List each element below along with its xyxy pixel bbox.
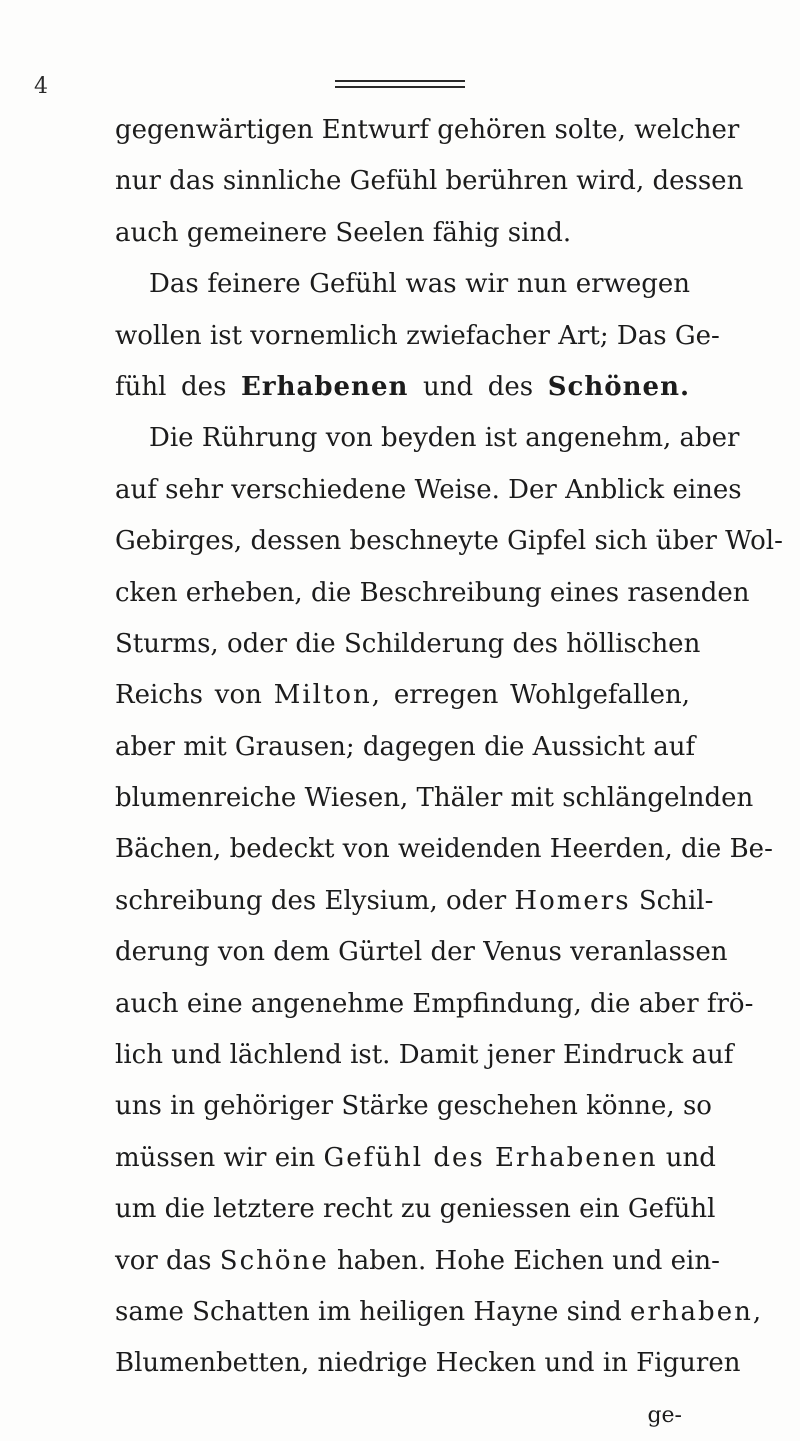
page-number: 4 bbox=[34, 74, 48, 99]
header-rule-bottom bbox=[335, 86, 465, 88]
text-line: Bächen, bedeckt von weidenden Heerden, die Be- bbox=[115, 834, 773, 865]
text-line bbox=[115, 362, 690, 413]
text-line: um die letztere recht zu geniessen ein Gefühl bbox=[115, 1194, 716, 1225]
text-run: fühl des bbox=[115, 371, 227, 402]
text-line: gegenwärtigen Entwurf gehören solte, welcher bbox=[115, 115, 740, 145]
text-line: lich und lächlend ist. Damit jener Eindruck auf bbox=[115, 1040, 734, 1071]
text-line: blumenreiche Wiesen, Thäler mit schlängelnden bbox=[115, 783, 754, 814]
text-run: schreibung des Elysium, oder bbox=[115, 885, 507, 916]
text-line bbox=[115, 1236, 720, 1287]
header-rule-top bbox=[335, 80, 465, 82]
text-run: haben. Hohe Eichen und ein- bbox=[336, 1245, 720, 1276]
text-line: cken erheben, die Beschreibung eines rasenden bbox=[115, 577, 750, 608]
emphasis-milton: Milton, bbox=[273, 680, 383, 711]
text-run: vor das bbox=[115, 1245, 212, 1276]
emphasis-erhaben: erhaben, bbox=[630, 1296, 764, 1327]
text-line: nur das sinnliche Gefühl berühren wird, dessen bbox=[115, 166, 744, 197]
text-line: aber mit Grausen; dagegen die Aussicht auf bbox=[115, 731, 696, 762]
text-line: wollen ist vornemlich zwiefacher Art; Das Ge- bbox=[115, 320, 720, 351]
emphasis-erhabenen: Erhabenen bbox=[241, 371, 409, 402]
text-line bbox=[115, 1287, 764, 1338]
text-run: und bbox=[665, 1142, 716, 1173]
text-line: Sturms, oder die Schilderung des höllischen bbox=[115, 628, 701, 659]
text-line: auf sehr verschiedene Weise. Der Anblick eines bbox=[115, 474, 742, 505]
text-line bbox=[115, 876, 714, 927]
text-line: auch gemeinere Seelen fähig sind. bbox=[115, 217, 572, 248]
text-run: erregen Wohlgefallen, bbox=[393, 680, 691, 711]
text-line: Die Rührung von beyden ist angenehm, aber bbox=[149, 423, 740, 454]
text-line: derung von dem Gürtel der Venus veranlassen bbox=[115, 937, 728, 968]
text-run: same Schatten im heiligen Hayne sind bbox=[115, 1296, 622, 1327]
text-line: Gebirges, dessen beschneyte Gipfel sich über Wol- bbox=[115, 526, 783, 557]
emphasis-schoene: Schöne bbox=[219, 1245, 329, 1276]
emphasis-gefuehl-des-erhabenen: Gefühl des Erhabenen bbox=[323, 1142, 658, 1173]
text-run: müssen wir ein bbox=[115, 1142, 316, 1173]
emphasis-schoenen: Schönen. bbox=[547, 371, 691, 402]
emphasis-homers: Homers bbox=[514, 885, 631, 916]
body-text bbox=[115, 105, 783, 1441]
text-run: und des bbox=[423, 371, 534, 402]
catchword: ge- bbox=[647, 1402, 682, 1428]
text-run: Reichs von bbox=[115, 680, 262, 711]
text-line bbox=[115, 670, 690, 721]
text-line: uns in gehöriger Stärke geschehen könne, so bbox=[115, 1091, 712, 1122]
text-line: Das feinere Gefühl was wir nun erwegen bbox=[149, 269, 690, 300]
text-line: auch eine angenehme Empfindung, die aber frö- bbox=[115, 988, 754, 1019]
text-line: Blumenbetten, niedrige Hecken und in Figuren bbox=[115, 1348, 741, 1379]
text-line bbox=[115, 1133, 716, 1184]
text-run: Schil- bbox=[638, 885, 714, 916]
